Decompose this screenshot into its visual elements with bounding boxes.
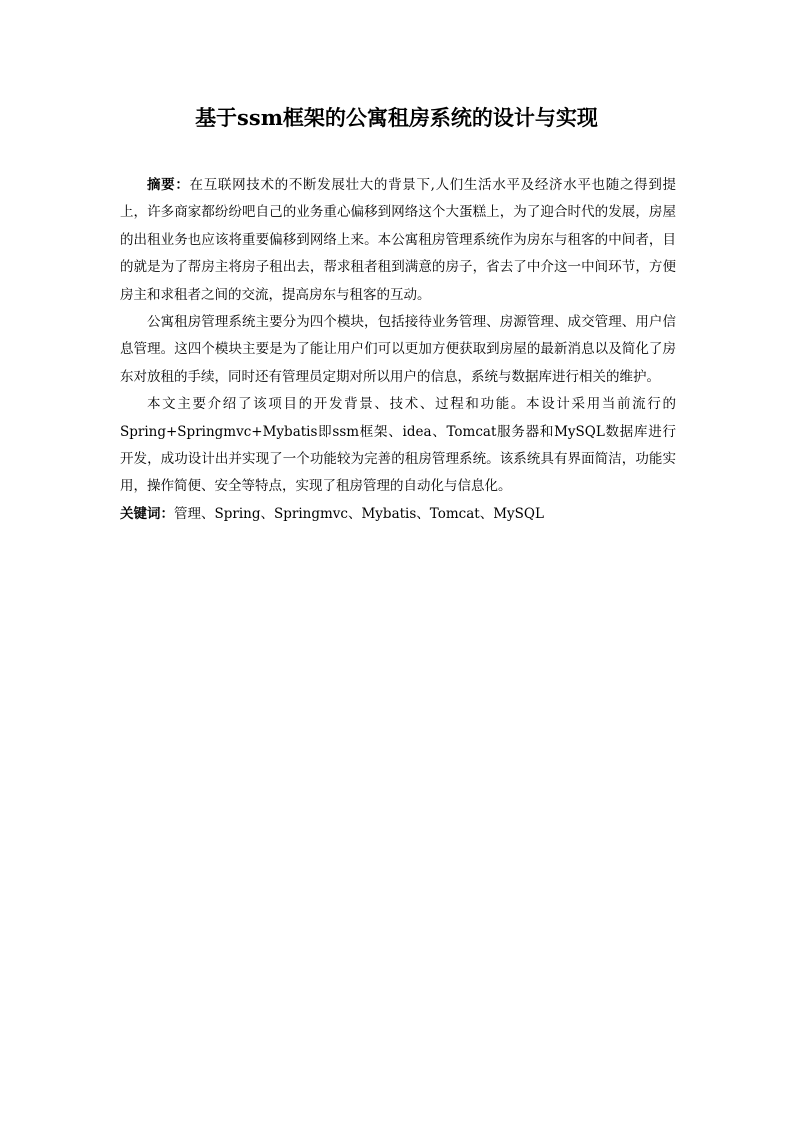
abstract-paragraph-2: 公寓租房管理系统主要分为四个模块，包括接待业务管理、房源管理、成交管理、用户信息管理。这四个模块主要是为了能让用户们可以更加方便获取到房屋的最新消息以及简化了房东对放租的手续，同时还有管理员定期对所以用户的信息，系统与数据库进行相关的维护。 bbox=[120, 314, 676, 385]
document-title: 基于ssm框架的公寓租房系统的设计与实现 bbox=[195, 105, 598, 130]
keywords-label: 关键词： bbox=[120, 505, 174, 522]
abstract-section bbox=[120, 172, 676, 528]
abstract-paragraph-1 bbox=[120, 172, 676, 309]
abstract-paragraph-3: 本文主要介绍了该项目的开发背景、技术、过程和功能。本设计采用当前流行的Spring+Springmvc+Mybatis即ssm框架、idea、Tomcat服务器和MySQL数据库进行开发，成功设计出并实现了一个功能较为完善的租房管理系统。该系统具有界面简洁，功能实用，操作简便、安全等特点，实现了租房管理的自动化与信息化。 bbox=[120, 396, 676, 495]
abstract-label: 摘要： bbox=[147, 177, 190, 193]
keywords-line bbox=[120, 501, 676, 528]
keywords-text: 管理、Spring、Springmvc、Mybatis、Tomcat、MySQL bbox=[174, 505, 544, 522]
abstract-text-1: 在互联网技术的不断发展壮大的背景下,人们生活水平及经济水平也随之得到提上，许多商家都纷纷吧自己的业务重心偏移到网络这个大蛋糕上，为了迎合时代的发展，房屋的出租业务也应该将重要偏移到网络上来。本公寓租房管理系统作为房东与租客的中间者，目的就是为了帮房主将房子租出去，帮求租者租到满意的房子，省去了中介这一中间环节，方便房主和求租者之间的交流，提高房东与租客的互动。 bbox=[120, 177, 676, 303]
